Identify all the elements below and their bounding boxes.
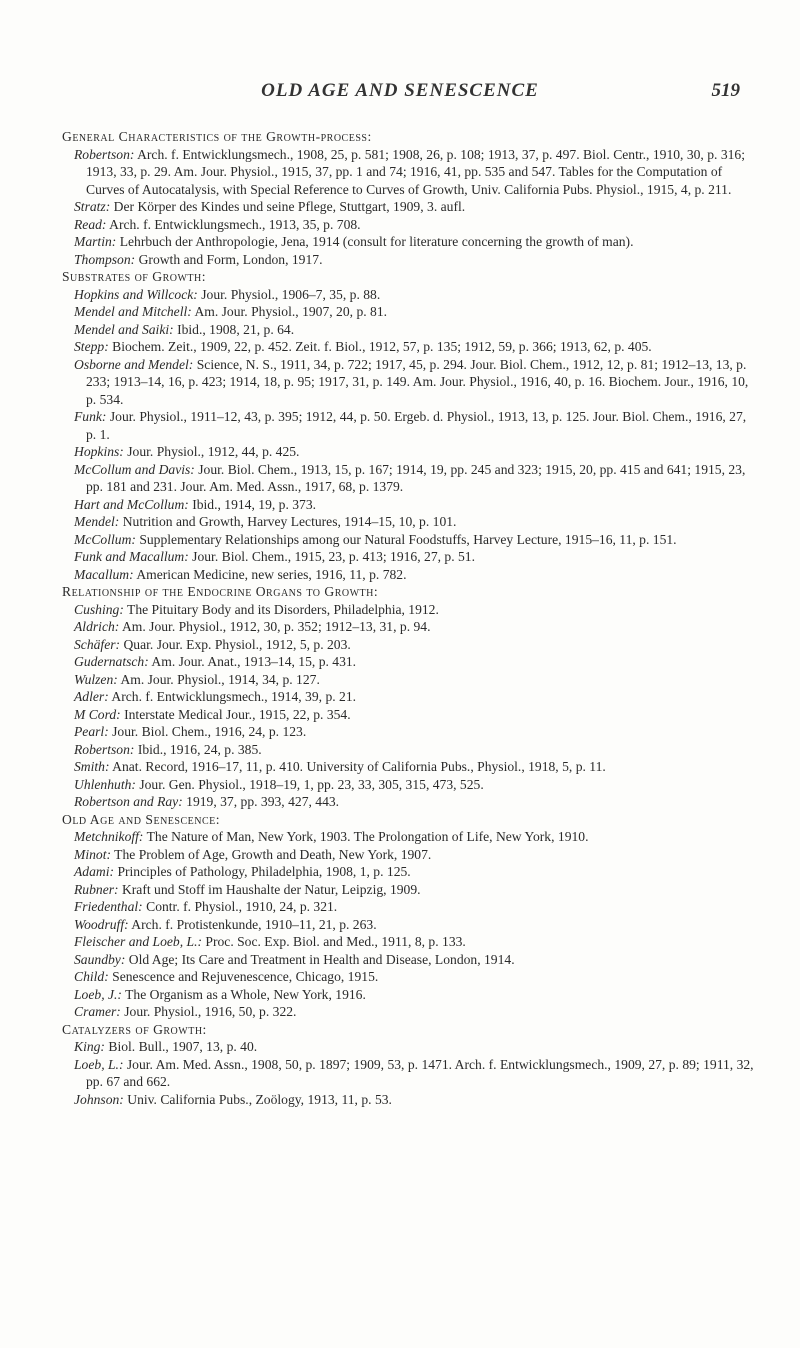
reference-author: McCollum: — [74, 531, 136, 547]
reference-entry — [74, 1038, 754, 1056]
reference-text: Am. Jour. Physiol., 1907, 20, p. 81. — [194, 304, 388, 319]
reference-entry — [74, 443, 754, 461]
reference-text: Senescence and Rejuvenescence, Chicago, 1915. — [112, 969, 379, 984]
reference-entry — [74, 986, 754, 1004]
reference-entry — [74, 356, 754, 409]
section-heading: Relationship of the Endocrine Organs to Growth: — [62, 584, 379, 599]
reference-author: Adler: — [74, 689, 109, 704]
reference-text: Lehrbuch der Anthropologie, Jena, 1914 (consult for literature concerning the growth of man). — [119, 234, 634, 249]
reference-author: Cushing: — [74, 601, 124, 617]
reference-entry — [74, 793, 754, 811]
reference-author: Johnson: — [74, 1091, 124, 1107]
reference-text: Quar. Jour. Exp. Physiol., 1912, 5, p. 203. — [123, 636, 351, 652]
reference-text: Jour. Biol. Chem., 1913, 15, p. 167; 1914, 19, pp. 245 and 323; 1915, 20, pp. 415 and 641; 1915, 23, pp. 181 and 231. Jour. Am. Med. Assn., 1917, 68, p. 1379. — [86, 461, 746, 494]
reference-entry — [74, 601, 754, 619]
reference-author: Minot: — [74, 846, 111, 862]
running-title: OLD AGE AND SENESCENCE — [261, 80, 539, 101]
reference-text: Nutrition and Growth, Harvey Lectures, 1914–15, 10, p. 101. — [122, 514, 457, 529]
reference-entry — [74, 951, 754, 969]
reference-author: Woodruff: — [74, 916, 129, 932]
reference-text: Biol. Bull., 1907, 13, p. 40. — [108, 1039, 258, 1054]
reference-author: Schäfer: — [74, 636, 121, 652]
reference-entry — [74, 216, 754, 234]
reference-author: Mendel: — [74, 514, 120, 529]
reference-author: Funk: — [74, 409, 107, 424]
reference-entry — [74, 968, 754, 986]
reference-text: Anat. Record, 1916–17, 11, p. 410. University of California Pubs., Physiol., 1918, 5, p. 11. — [112, 759, 606, 774]
reference-text: Jour. Physiol., 1916, 50, p. 322. — [124, 1004, 297, 1019]
reference-text: Supplementary Relationships among our Natural Foodstuffs, Harvey Lecture, 1915–16, 11, p. 151. — [139, 531, 677, 547]
reference-text: Jour. Gen. Physiol., 1918–19, 1, pp. 23, 33, 305, 315, 473, 525. — [139, 776, 484, 792]
reference-entry — [74, 863, 754, 881]
reference-entry — [74, 496, 754, 514]
reference-text: Arch. f. Entwicklungsmech., 1913, 35, p. 708. — [109, 216, 361, 232]
reference-text: Proc. Soc. Exp. Biol. and Med., 1911, 8, p. 133. — [205, 934, 466, 949]
reference-author: Rubner: — [74, 881, 119, 897]
reference-author: Macallum: — [74, 566, 134, 582]
reference-author: Funk and Macallum: — [74, 549, 189, 564]
running-head — [0, 80, 800, 110]
reference-author: Robertson and Ray: — [74, 794, 183, 809]
reference-text: The Nature of Man, New York, 1903. The Prolongation of Life, New York, 1910. — [146, 829, 589, 844]
reference-text: Old Age; Its Care and Treatment in Health and Disease, London, 1914. — [128, 951, 515, 967]
section-heading: Substrates of Growth: — [62, 269, 207, 284]
reference-entry — [74, 531, 754, 549]
reference-text: Univ. California Pubs., Zoölogy, 1913, 11, p. 53. — [127, 1091, 392, 1107]
reference-text: Interstate Medical Jour., 1915, 22, p. 354. — [124, 706, 351, 722]
section-heading: Old Age and Senescence: — [62, 811, 221, 827]
reference-text: Am. Jour. Physiol., 1914, 34, p. 127. — [120, 671, 320, 687]
reference-entry — [74, 461, 754, 496]
reference-author: McCollum and Davis: — [74, 461, 195, 477]
reference-text: Arch. f. Entwicklungsmech., 1914, 39, p. 21. — [111, 689, 357, 704]
reference-author: King: — [74, 1039, 105, 1054]
reference-author: Metchnikoff: — [74, 829, 144, 844]
reference-text: Arch. f. Protistenkunde, 1910–11, 21, p. 263. — [131, 916, 377, 932]
reference-entry — [74, 1056, 754, 1091]
reference-author: Mendel and Mitchell: — [74, 304, 192, 319]
reference-entry — [74, 671, 754, 689]
reference-author: Martin: — [74, 234, 117, 249]
reference-text: Jour. Am. Med. Assn., 1908, 50, p. 1897; 1909, 53, p. 1471. Arch. f. Entwicklungsmech., 1909, 27, p. 89; 1911, 32, pp. 67 and 662. — [86, 1056, 754, 1089]
reference-entry — [74, 618, 754, 636]
reference-entry — [74, 566, 754, 584]
reference-text: Jour. Physiol., 1911–12, 43, p. 395; 1912, 44, p. 50. Ergeb. d. Physiol., 1913, 13, p. 125. Jour. Biol. Chem., 1916, 27, p. 1. — [86, 409, 747, 442]
reference-entry — [74, 251, 754, 269]
reference-entry — [74, 286, 754, 304]
reference-author: Thompson: — [74, 251, 136, 267]
reference-author: Aldrich: — [74, 619, 120, 634]
reference-author: Friedenthal: — [74, 899, 143, 914]
reference-entry — [74, 653, 754, 671]
reference-entry — [74, 636, 754, 654]
reference-author: Robertson: — [74, 741, 135, 757]
bibliography — [62, 128, 754, 1108]
reference-author: Uhlenhuth: — [74, 776, 136, 792]
reference-text: Arch. f. Entwicklungsmech., 1908, 25, p. 581; 1908, 26, p. 108; 1913, 37, p. 497. Biol. Centr., 1910, 30, p. 316; 1913, 33, p. 29. Am. Jour. Physiol., 1915, 37, pp. 1 and 74; 1916, 41, pp. 535 and 547. Tables for the Computation of Curves of Autocatalysis, with Special Reference to Curves of Growth, Univ. California Pubs. Physiol., 1915, 4, p. 211. — [86, 146, 745, 197]
section-heading: General Characteristics of the Growth-process: — [62, 129, 372, 144]
reference-entry — [74, 741, 754, 759]
reference-entry — [74, 758, 754, 776]
reference-text: The Organism as a Whole, New York, 1916. — [125, 986, 366, 1002]
reference-author: Loeb, L.: — [74, 1056, 124, 1072]
reference-entry — [74, 408, 754, 443]
reference-text: The Pituitary Body and its Disorders, Philadelphia, 1912. — [127, 601, 439, 617]
reference-text: Jour. Biol. Chem., 1916, 24, p. 123. — [112, 724, 307, 739]
reference-author: Wulzen: — [74, 671, 118, 687]
reference-author: Gudernatsch: — [74, 654, 149, 669]
reference-entry — [74, 898, 754, 916]
reference-entry — [74, 303, 754, 321]
reference-text: Am. Jour. Anat., 1913–14, 15, p. 431. — [151, 654, 357, 669]
reference-text: The Problem of Age, Growth and Death, New York, 1907. — [114, 846, 432, 862]
reference-author: Hart and McCollum: — [74, 496, 189, 512]
reference-text: Growth and Form, London, 1917. — [138, 251, 323, 267]
reference-author: Stratz: — [74, 199, 111, 214]
reference-entry — [74, 723, 754, 741]
reference-author: Read: — [74, 216, 107, 232]
reference-entry — [74, 916, 754, 934]
reference-entry — [74, 776, 754, 794]
reference-text: Kraft und Stoff im Haushalte der Natur, Leipzig, 1909. — [121, 881, 421, 897]
reference-entry — [74, 846, 754, 864]
reference-entry — [74, 198, 754, 216]
reference-author: Adami: — [74, 864, 115, 879]
reference-entry — [74, 513, 754, 531]
reference-entry — [74, 548, 754, 566]
reference-entry — [74, 933, 754, 951]
reference-entry — [74, 688, 754, 706]
reference-author: Hopkins: — [74, 444, 124, 459]
reference-entry — [74, 1091, 754, 1109]
reference-author: Saundby: — [74, 951, 126, 967]
reference-author: Stepp: — [74, 339, 109, 354]
reference-text: American Medicine, new series, 1916, 11, p. 782. — [136, 566, 407, 582]
reference-text: Am. Jour. Physiol., 1912, 30, p. 352; 1912–13, 31, p. 94. — [121, 619, 431, 634]
reference-entry — [74, 146, 754, 199]
reference-entry — [74, 828, 754, 846]
reference-author: Fleischer and Loeb, L.: — [74, 934, 202, 949]
reference-text: Contr. f. Physiol., 1910, 24, p. 321. — [146, 899, 338, 914]
reference-text: 1919, 37, pp. 393, 427, 443. — [186, 794, 340, 809]
reference-author: Mendel and Saiki: — [74, 321, 174, 337]
reference-text: Ibid., 1908, 21, p. 64. — [177, 321, 295, 337]
reference-author: Osborne and Mendel: — [74, 356, 194, 372]
section-heading: Catalyzers of Growth: — [62, 1021, 207, 1037]
reference-text: Jour. Physiol., 1906–7, 35, p. 88. — [201, 286, 381, 302]
reference-entry — [74, 321, 754, 339]
reference-entry — [74, 881, 754, 899]
reference-author: Pearl: — [74, 724, 109, 739]
reference-author: Loeb, J.: — [74, 986, 122, 1002]
reference-text: Biochem. Zeit., 1909, 22, p. 452. Zeit. f. Biol., 1912, 57, p. 135; 1912, 59, p. 366; 1913, 62, p. 405. — [112, 339, 652, 354]
reference-text: Jour. Physiol., 1912, 44, p. 425. — [127, 444, 300, 459]
reference-author: Child: — [74, 969, 109, 984]
page-number: 519 — [711, 80, 740, 101]
reference-text: Ibid., 1916, 24, p. 385. — [137, 741, 262, 757]
reference-entry — [74, 338, 754, 356]
reference-text: Der Körper des Kindes und seine Pflege, Stuttgart, 1909, 3. aufl. — [113, 199, 466, 214]
reference-text: Science, N. S., 1911, 34, p. 722; 1917, 45, p. 294. Jour. Biol. Chem., 1912, 12, p. 81; 1912–13, 13, p. 233; 1913–14, 16, p. 423; 1914, 18, p. 95; 1917, 31, p. 149. Am. Jour. Physiol., 1916, 40, p. 16. Biochem. Jour., 1916, 10, p. 534. — [86, 356, 749, 407]
reference-author: Robertson: — [74, 146, 135, 162]
reference-author: Smith: — [74, 759, 110, 774]
reference-text: Ibid., 1914, 19, p. 373. — [192, 496, 317, 512]
reference-text: Jour. Biol. Chem., 1915, 23, p. 413; 1916, 27, p. 51. — [192, 549, 476, 564]
reference-text: Principles of Pathology, Philadelphia, 1908, 1, p. 125. — [117, 864, 411, 879]
reference-entry — [74, 233, 754, 251]
reference-entry — [74, 706, 754, 724]
reference-author: Cramer: — [74, 1004, 121, 1019]
reference-author: M Cord: — [74, 706, 121, 722]
reference-author: Hopkins and Willcock: — [74, 286, 198, 302]
reference-entry — [74, 1003, 754, 1021]
